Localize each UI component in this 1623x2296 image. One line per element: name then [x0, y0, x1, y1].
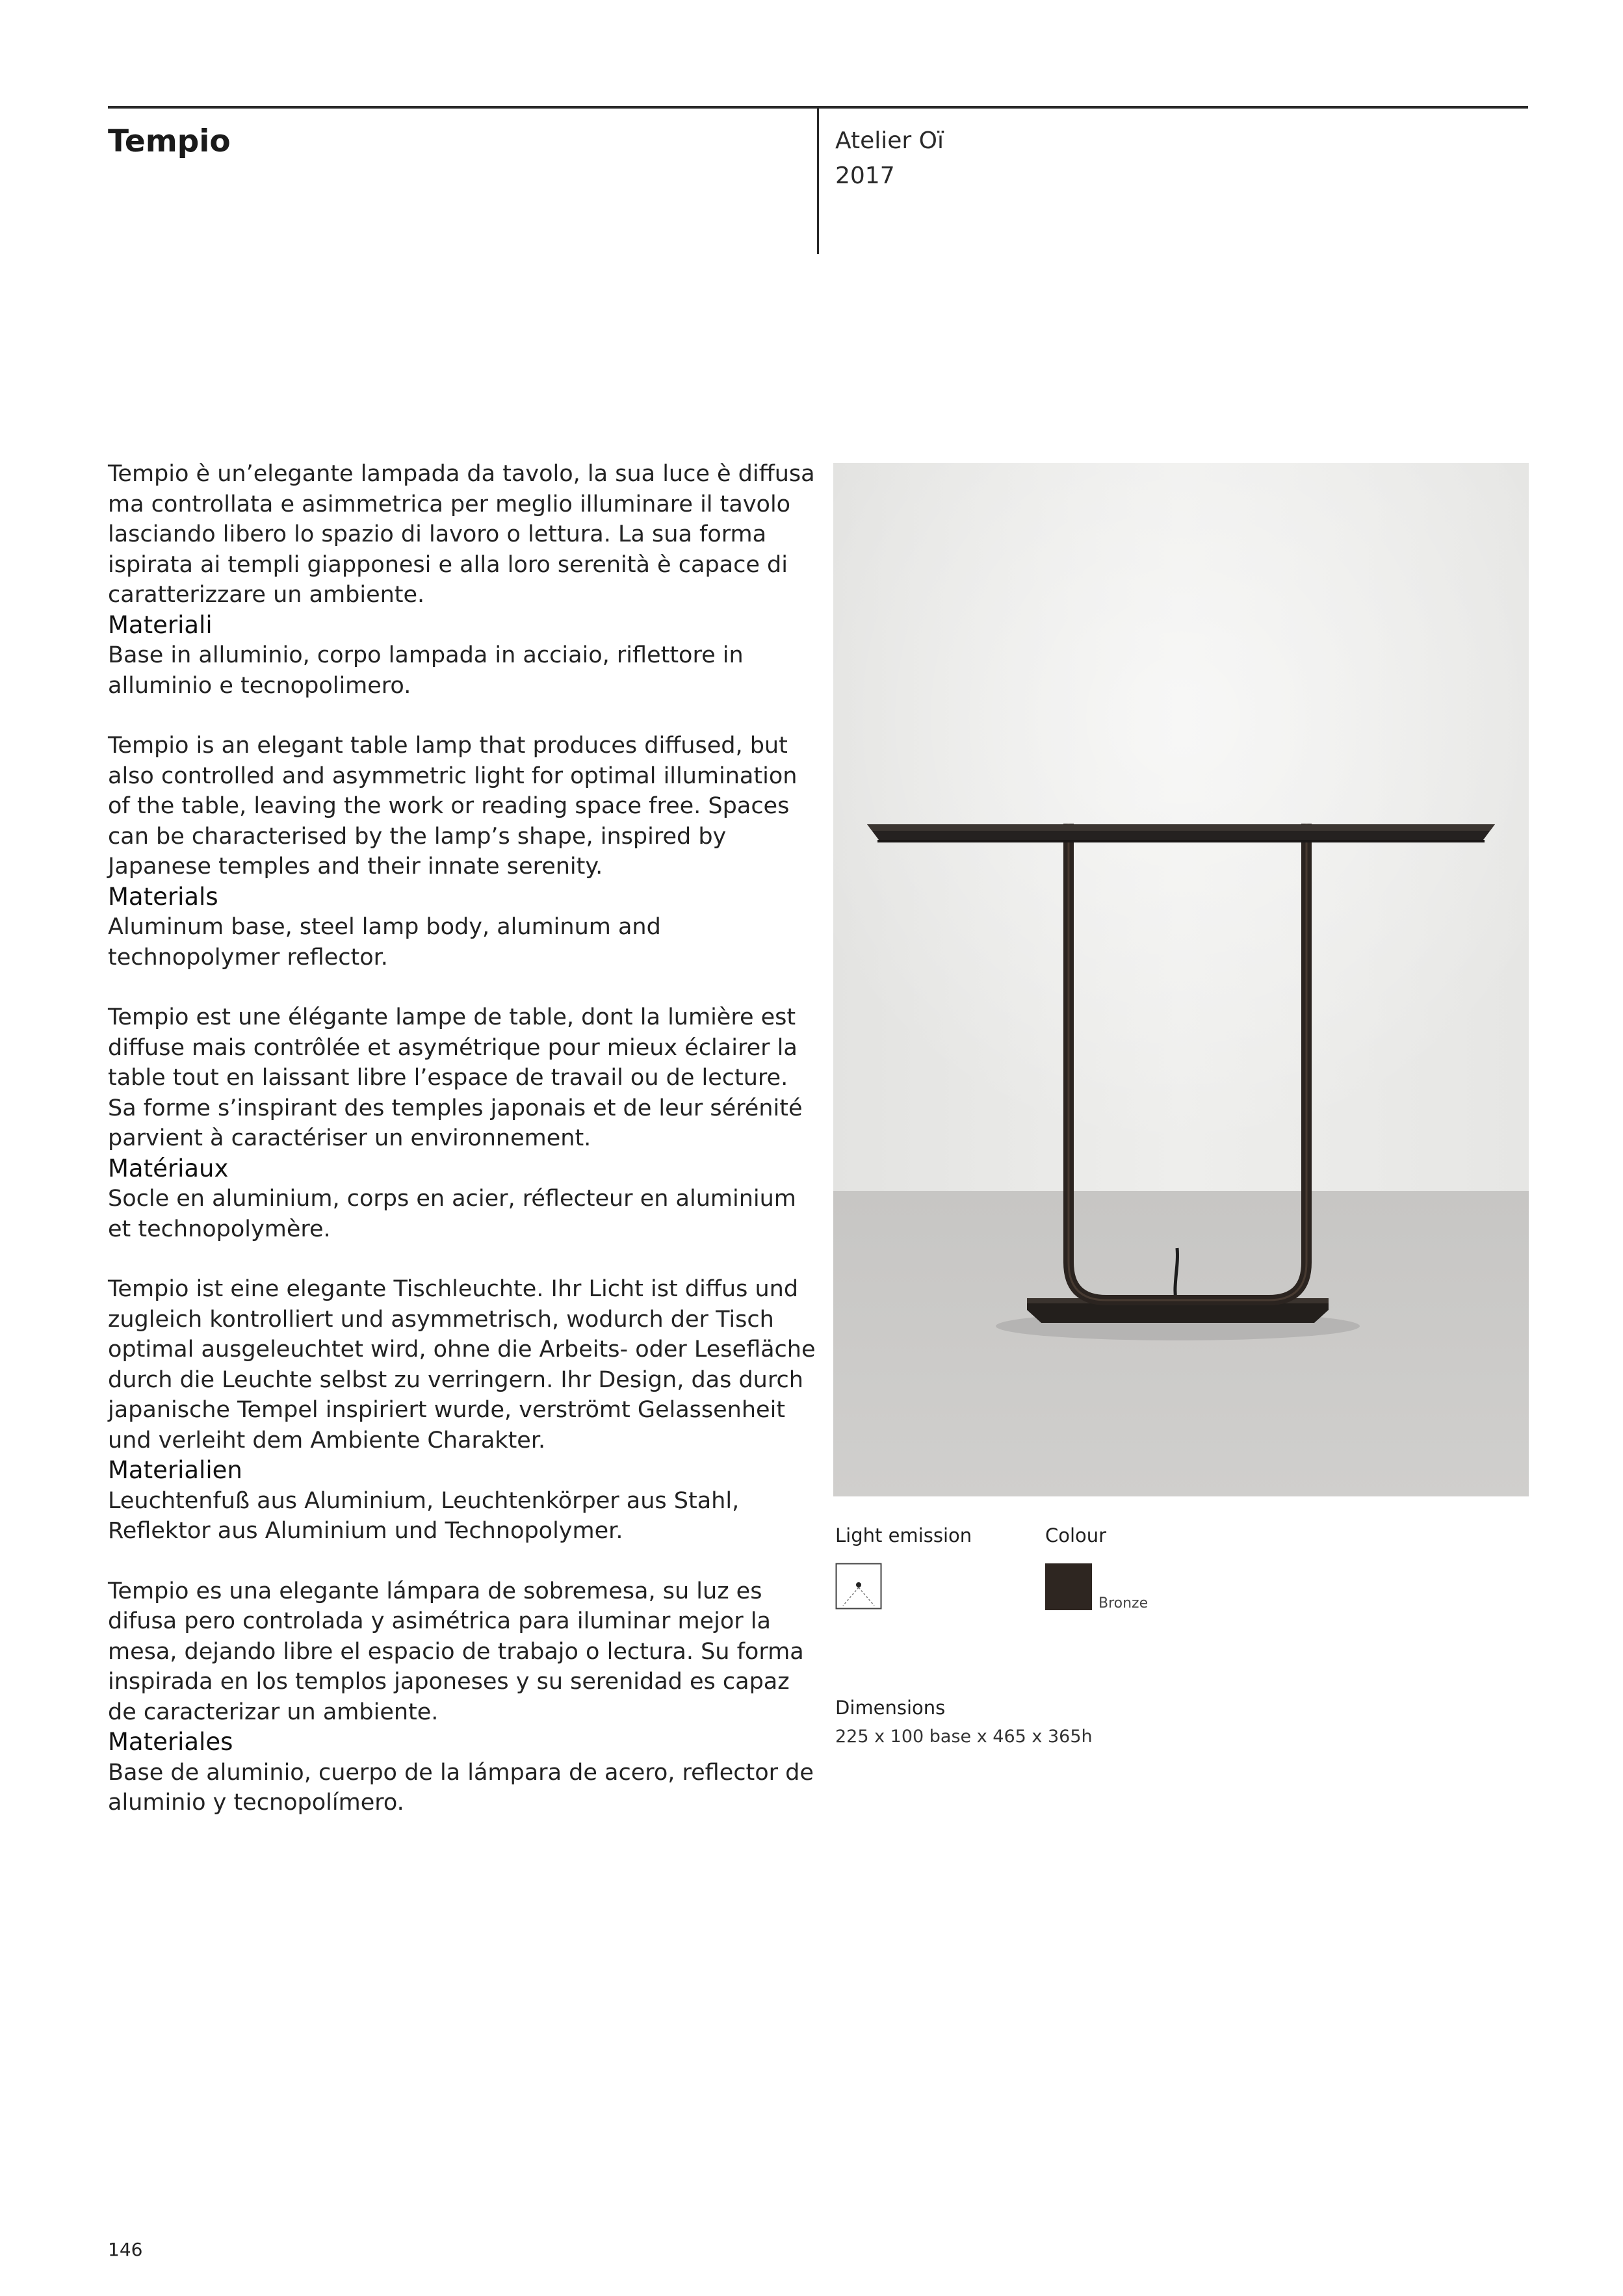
- description-fr: [108, 1002, 816, 1244]
- colour-swatch-bronze: [1045, 1563, 1092, 1610]
- materials-heading: Materiales: [108, 1728, 233, 1756]
- designer-block: [835, 124, 944, 194]
- materials-text: Leuchtenfuß aus Aluminium, Leuchtenkörper aus Stahl, Reflektor aus Aluminium und Technopolymer.: [108, 1487, 740, 1544]
- materials-text: Base in alluminio, corpo lampada in acciaio, riflettore in alluminio e tecnopolimero.: [108, 642, 744, 699]
- description-body: Tempio ist eine elegante Tischleuchte. Ihr Licht ist diffus und zugleich kontrolliert und asymmetrisch, wodurch der Tisch optimal ausgeleuchtet wird, ohne die Arbeits- oder Lesefläche durch die Leuchte selbst zu verringern. Ihr Design, das durch japanische Tempel inspiriert wurde, verströmt Gelassenheit und verleiht dem Ambiente Charakter.: [108, 1276, 816, 1454]
- design-year: 2017: [835, 163, 895, 189]
- product-photo: [833, 463, 1529, 1496]
- description-body: Tempio est une élégante lampe de table, dont la lumière est diffuse mais contrôlée et asymétrique pour mieux éclairer la table tout en laissant libre l’espace de travail ou de lecture. Sa forme s’inspirant des temples japonais et de leur sérénité parvient à caractériser un environnement.: [108, 1004, 803, 1151]
- materials-text: Socle en aluminium, corps en acier, réflecteur en aluminium et technopolymère.: [108, 1186, 796, 1242]
- description-en: [108, 731, 816, 972]
- product-title: Tempio: [108, 124, 231, 159]
- description-body: Tempio è un’elegante lampada da tavolo, la sua luce è diffusa ma controllata e asimmetrica per meglio illuminare il tavolo lasciando libero lo spazio di lavoro o lettura. La sua forma ispirata ai templi giapponesi e alla loro serenità è capace di caratterizzare un ambiente.: [108, 461, 815, 608]
- description-es: [108, 1576, 816, 1818]
- materials-text: Base de aluminio, cuerpo de la lámpara de acero, reflector de aluminio y tecnopolímero.: [108, 1759, 814, 1816]
- light-emission-label: Light emission: [835, 1524, 972, 1546]
- page-number: 146: [108, 2239, 143, 2260]
- materials-heading: Materialien: [108, 1456, 242, 1484]
- materials-heading: Materiali: [108, 610, 213, 639]
- header-divider: [817, 107, 819, 254]
- materials-text: Aluminum base, steel lamp body, aluminum and technopolymer reflector.: [108, 914, 661, 971]
- description-de: [108, 1274, 816, 1546]
- materials-heading: Matériaux: [108, 1154, 229, 1182]
- designer-name: Atelier Oï: [835, 127, 944, 154]
- description-body: Tempio is an elegant table lamp that produces diffused, but also controlled and asymmetric light for optimal illumination of the table, leaving the work or reading space free. Spaces can be characterised by the lamp’s shape, inspired by Japanese temples and their innate serenity.: [108, 733, 798, 880]
- colour-label: Colour: [1045, 1524, 1107, 1546]
- dimensions-label: Dimensions: [835, 1697, 946, 1719]
- description-body: Tempio es una elegante lámpara de sobremesa, su luz es difusa pero controlada y asimétrica para iluminar mejor la mesa, dejando libre el espacio de trabajo o lectura. Su forma inspirada en los templos japoneses y su serenidad es capaz de caracterizar un ambiente.: [108, 1578, 804, 1725]
- light-emission-icon: [835, 1563, 882, 1610]
- materials-heading: Materials: [108, 882, 218, 911]
- dimensions-value: 225 x 100 base x 465 x 365h: [835, 1727, 1093, 1747]
- description-it: [108, 459, 816, 701]
- colour-name: Bronze: [1098, 1595, 1149, 1611]
- description-column: [108, 459, 816, 1818]
